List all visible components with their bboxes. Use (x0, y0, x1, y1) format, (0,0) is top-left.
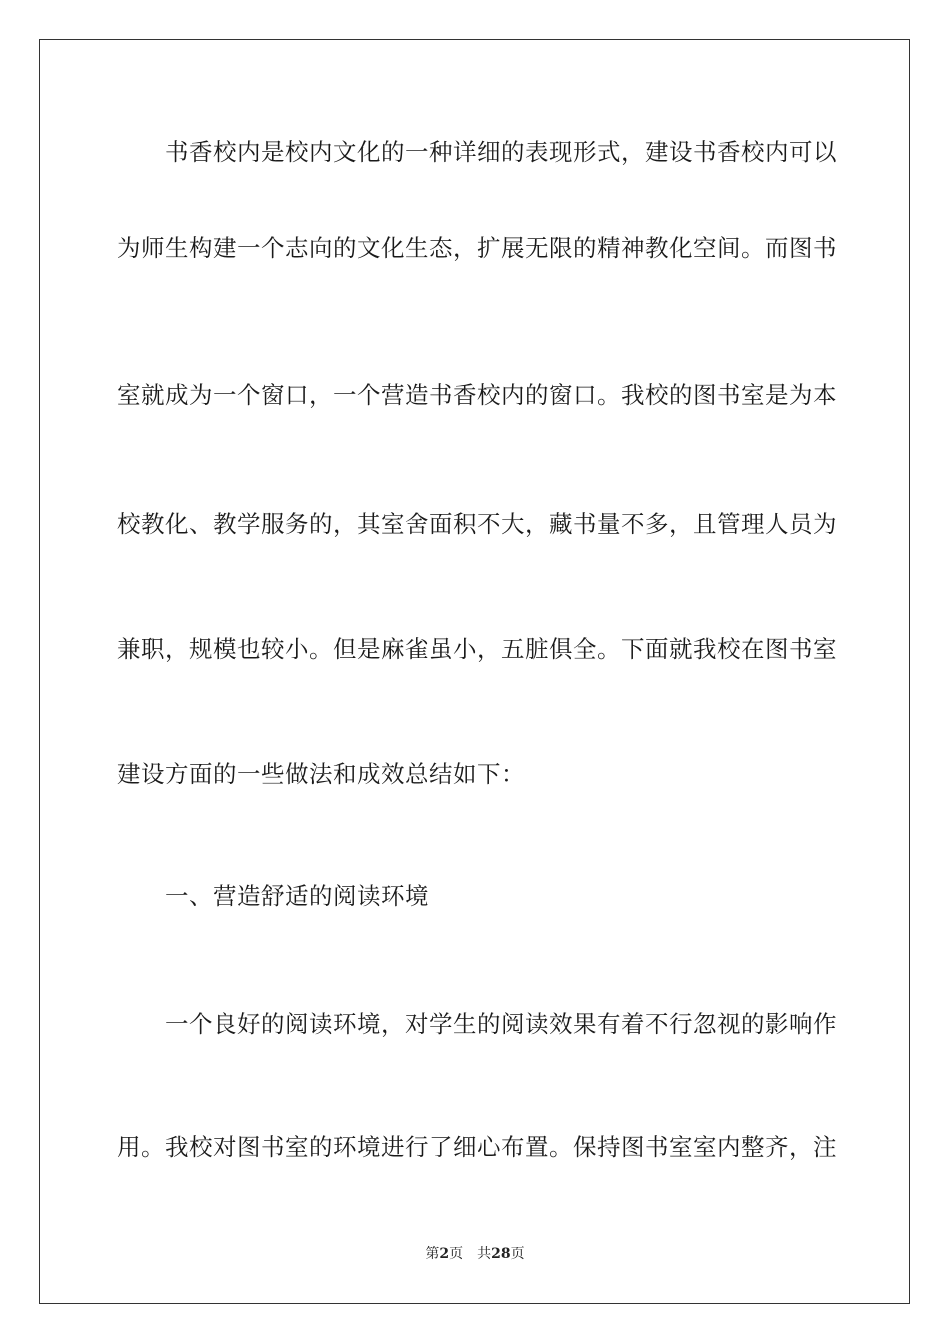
page-footer (0, 1244, 950, 1264)
footer-page-number: 2 (439, 1246, 450, 1262)
paragraph-line-1: 书香校内是校内文化的一种详细的表现形式，建设书香校内可以 (165, 138, 837, 166)
page-border (39, 39, 910, 1304)
paragraph-line-8: 用。我校对图书室的环境进行了细心布置。保持图书室室内整齐，注 (117, 1133, 837, 1161)
paragraph-line-6: 建设方面的一些做法和成效总结如下： (117, 760, 525, 788)
footer-total-suffix: 页 (510, 1246, 525, 1262)
footer-page-prefix: 第 (425, 1246, 440, 1262)
paragraph-line-7: 一个良好的阅读环境，对学生的阅读效果有着不行忽视的影响作 (165, 1010, 837, 1038)
paragraph-line-3: 室就成为一个窗口，一个营造书香校内的窗口。我校的图书室是为本 (117, 381, 837, 409)
paragraph-line-2: 为师生构建一个志向的文化生态，扩展无限的精神教化空间。而图书 (117, 234, 837, 262)
section-heading: 一、营造舒适的阅读环境 (165, 882, 429, 910)
footer-page-suffix: 页 (449, 1246, 464, 1262)
footer-total-prefix: 共 (477, 1246, 492, 1262)
paragraph-line-4: 校教化、教学服务的，其室舍面积不大，藏书量不多，且管理人员为 (117, 510, 837, 538)
paragraph-line-5: 兼职，规模也较小。但是麻雀虽小，五脏俱全。下面就我校在图书室 (117, 635, 837, 663)
footer-total-pages: 28 (491, 1246, 511, 1262)
